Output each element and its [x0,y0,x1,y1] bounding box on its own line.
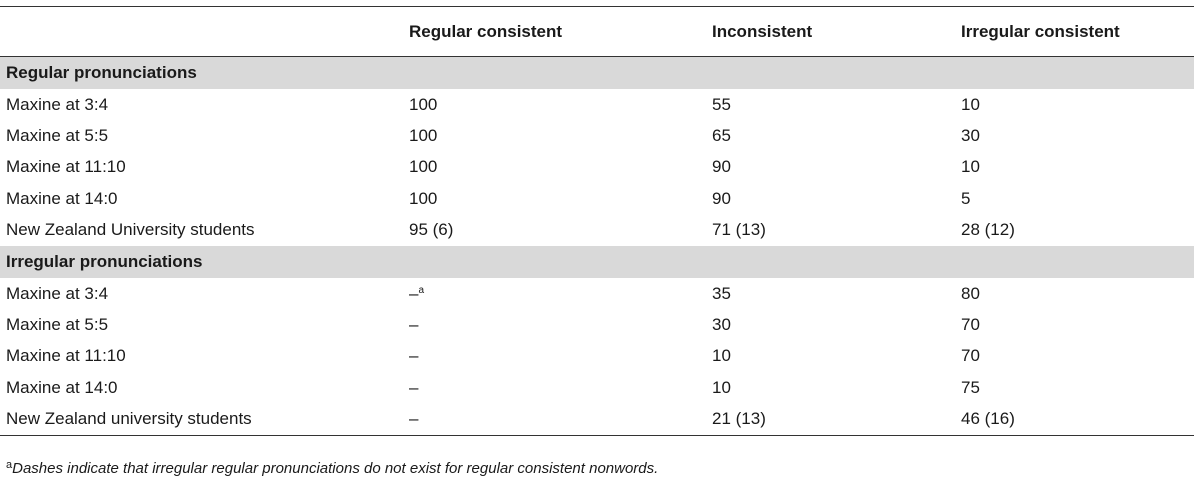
table-row [0,183,1194,214]
header-inconsistent: Inconsistent [712,21,813,41]
cell-irregular-consistent [961,404,1194,436]
cell-irregular-consistent [961,309,1194,340]
cell-inconsistent-value: 35 [712,283,731,303]
cell-regular-consistent [409,152,712,183]
row-label-value: Maxine at 3:4 [6,283,109,303]
cell-inconsistent [712,404,961,436]
table-row [0,341,1194,372]
cell-irregular-consistent [961,183,1194,214]
cell-regular-consistent-value: – [409,377,419,397]
row-label [0,215,409,246]
cell-regular-consistent-value: – [409,346,419,366]
cell-regular-consistent-value: 100 [409,94,438,114]
cell-irregular-consistent-value: 5 [961,188,971,208]
cell-inconsistent [712,152,961,183]
cell-irregular-consistent [961,341,1194,372]
cell-regular-consistent-value: – [409,315,419,335]
cell-irregular-consistent-value: 75 [961,377,980,397]
results-table [0,6,1194,436]
cell-regular-consistent-value: 100 [409,157,438,177]
row-label [0,278,409,309]
cell-inconsistent [712,183,961,214]
cell-inconsistent [712,215,961,246]
cell-irregular-consistent-value: 10 [961,94,980,114]
cell-inconsistent-value: 90 [712,188,731,208]
table-row [0,215,1194,246]
cell-regular-consistent [409,341,712,372]
cell-irregular-consistent [961,372,1194,403]
cell-regular-consistent-value: 100 [409,126,438,146]
cell-inconsistent [712,309,961,340]
cell-irregular-consistent-value: 70 [961,315,980,335]
cell-inconsistent-value: 10 [712,346,731,366]
header-irregular-consistent: Irregular consistent [961,21,1120,41]
table-row [0,404,1194,436]
cell-irregular-consistent [961,152,1194,183]
cell-regular-consistent [409,404,712,436]
row-label [0,120,409,151]
cell-regular-consistent-value: 95 (6) [409,220,454,240]
cell-regular-consistent-value: – [409,283,419,303]
footnote-mark: a [6,459,13,471]
row-label [0,309,409,340]
section-header-row [0,57,1194,90]
table-row [0,372,1194,403]
cell-irregular-consistent [961,215,1194,246]
table-row [0,89,1194,120]
table-row [0,152,1194,183]
cell-inconsistent [712,372,961,403]
row-label-value: Maxine at 11:10 [6,346,126,366]
cell-inconsistent-value: 90 [712,157,731,177]
cell-irregular-consistent-value: 30 [961,126,980,146]
cell-irregular-consistent-value: 28 (12) [961,220,1015,240]
cell-inconsistent-value: 21 (13) [712,409,766,429]
row-label [0,341,409,372]
footnote-text: Dashes indicate that irregular regular pronunciations do not exist for regular consistent nonwords. [12,460,659,477]
section-title: Regular pronunciations [0,57,1194,90]
cell-regular-consistent [409,372,712,403]
cell-irregular-consistent [961,89,1194,120]
row-label [0,152,409,183]
row-label-value: Maxine at 14:0 [6,188,118,208]
cell-inconsistent [712,120,961,151]
cell-regular-consistent [409,278,712,309]
section-header-row [0,246,1194,278]
cell-inconsistent-value: 55 [712,94,731,114]
cell-regular-consistent [409,215,712,246]
cell-regular-consistent [409,120,712,151]
table-body [0,57,1194,436]
row-label-value: Maxine at 11:10 [6,157,126,177]
cell-inconsistent [712,341,961,372]
row-label [0,183,409,214]
header-empty [0,7,409,57]
row-label [0,372,409,403]
cell-regular-consistent-value: 100 [409,188,438,208]
row-label-value: New Zealand University students [6,220,255,240]
row-label-value: Maxine at 14:0 [6,377,118,397]
header-row [0,7,1194,57]
cell-inconsistent-value: 10 [712,377,731,397]
cell-irregular-consistent-value: 80 [961,283,980,303]
cell-irregular-consistent-value: 70 [961,346,980,366]
table-row [0,278,1194,309]
cell-irregular-consistent-value: 46 (16) [961,409,1015,429]
cell-inconsistent [712,278,961,309]
row-label-value: New Zealand university students [6,409,252,429]
cell-inconsistent [712,89,961,120]
row-label-value: Maxine at 3:4 [6,94,109,114]
header-regular-consistent: Regular consistent [409,21,563,41]
cell-irregular-consistent [961,278,1194,309]
cell-irregular-consistent [961,120,1194,151]
cell-inconsistent-value: 30 [712,315,731,335]
cell-regular-consistent [409,309,712,340]
cell-regular-consistent [409,183,712,214]
cell-regular-consistent [409,89,712,120]
cell-regular-consistent-value: – [409,409,419,429]
table-row [0,309,1194,340]
footnote [6,459,658,477]
table-row [0,120,1194,151]
cell-inconsistent-value: 71 (13) [712,220,766,240]
cell-irregular-consistent-value: 10 [961,157,980,177]
row-label [0,404,409,436]
row-label [0,89,409,120]
footnote-reference: a [418,284,425,296]
section-title: Irregular pronunciations [0,246,1194,278]
row-label-value: Maxine at 5:5 [6,126,109,146]
cell-inconsistent-value: 65 [712,126,731,146]
row-label-value: Maxine at 5:5 [6,315,109,335]
